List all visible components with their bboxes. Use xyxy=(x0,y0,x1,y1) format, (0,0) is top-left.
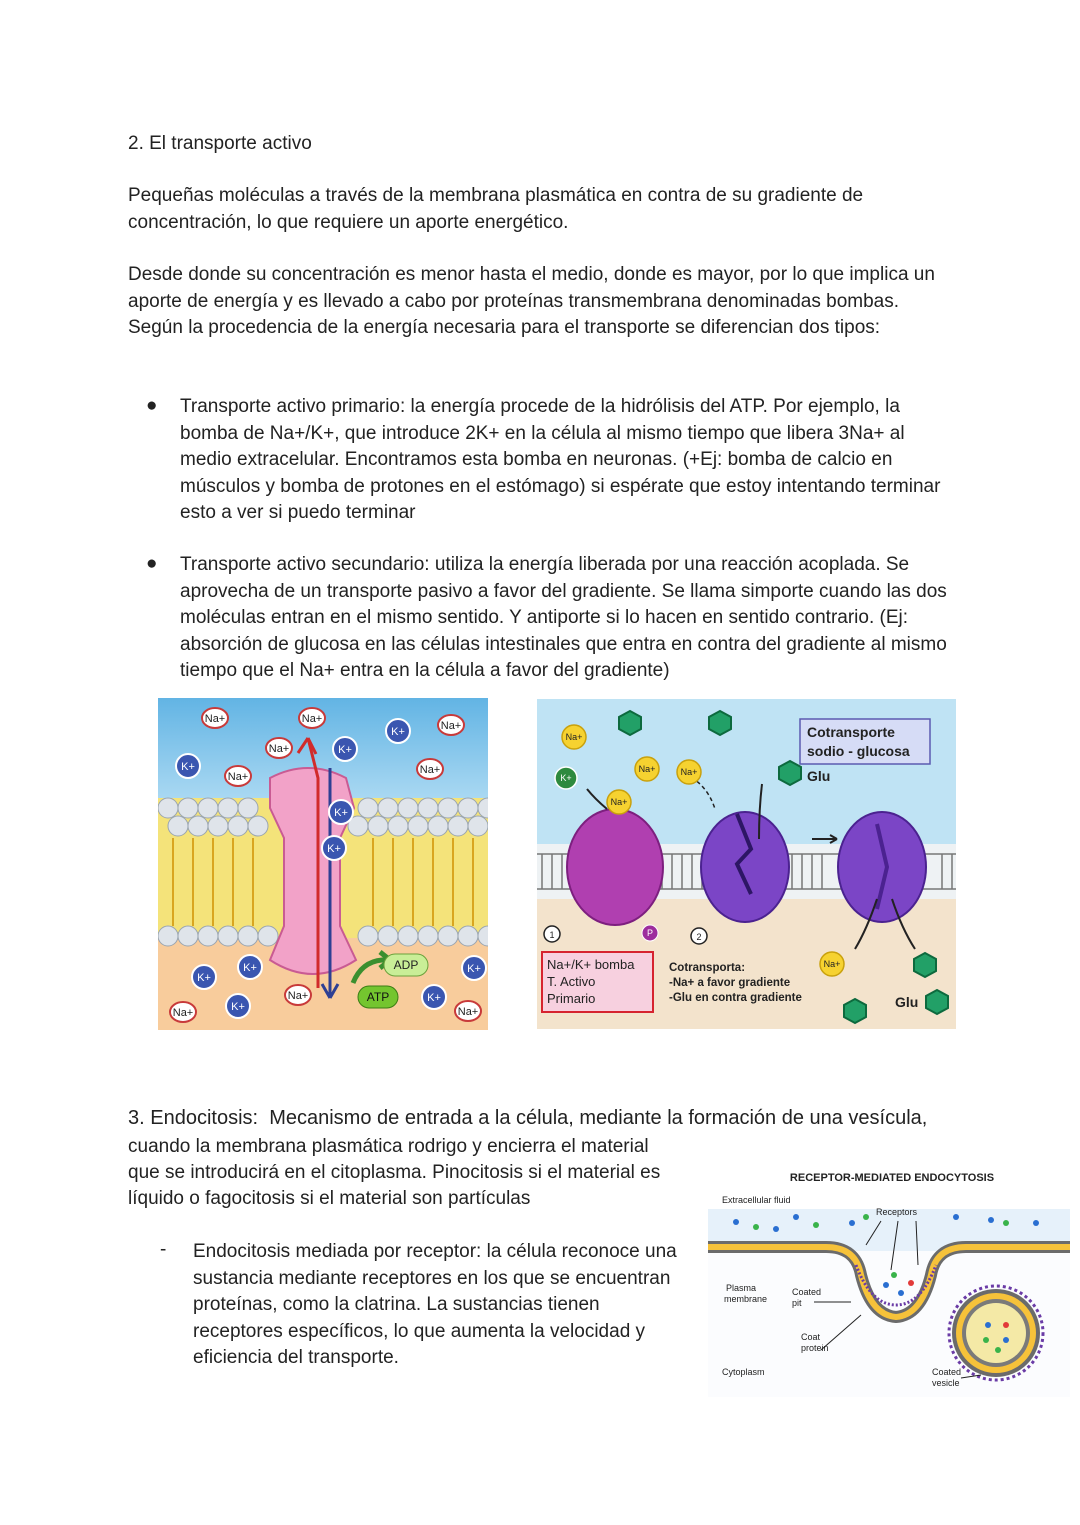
label-plasma-membrane-2: membrane xyxy=(724,1294,768,1304)
section3-line2: cuando la membrana plasmática rodrigo y encierra el material xyxy=(128,1136,649,1157)
ion-label-na: Na+ xyxy=(419,764,441,776)
cotransport-label-3: -Glu en contra gradiente xyxy=(669,992,802,1004)
label-cytoplasm: Cytoplasm xyxy=(722,1367,765,1377)
adp-label: ADP xyxy=(393,958,419,972)
step-number-1: 1 xyxy=(549,930,555,940)
ion-label-na: Na+ xyxy=(227,771,249,783)
ion-label-na: Na+ xyxy=(638,764,656,774)
pump-label-2: T. Activo xyxy=(547,974,596,989)
pump-label-1: Na+/K+ bomba xyxy=(547,957,635,972)
label-coated-vesicle-2: vesicle xyxy=(932,1378,960,1388)
ion-label-k: K+ xyxy=(467,963,481,975)
glu-label-bottom: Glu xyxy=(895,994,919,1010)
section3-line1-text: Mecanismo de entrada a la célula, mediante la formación de una vesícula, xyxy=(269,1107,928,1129)
ion-label-na: Na+ xyxy=(301,713,323,725)
section3-line4: líquido o fagocitosis si el material son partículas xyxy=(128,1188,531,1209)
ion-label-na: Na+ xyxy=(565,732,583,742)
cotransport-label-1: Cotransporta: xyxy=(669,962,746,974)
bullet-secondary: Transporte activo secundario: utiliza la energía liberada por una reacción acoplada. Se aprovecha de un transporte pasivo a favor del gradiente. Se llama simporte cuando las dos moléculas entran en el mismo sentido. Y antiporte si lo hacen en sentido contrario. (Ej: absorción de glucosa en las células intestinales que entra en contra del gradiente al mismo tiempo que el Na+ entra en la célula a favor del gradiente) xyxy=(180,554,947,681)
figure-receptor-endocytosis xyxy=(706,1165,1072,1397)
ion-label-k: K+ xyxy=(338,744,352,756)
ion-label-na: Na+ xyxy=(680,767,698,777)
section3-line3: que se introducirá en el citoplasma. Pinocitosis si el material es xyxy=(128,1162,661,1183)
label-coated-pit-2: pit xyxy=(792,1298,802,1308)
bullet-dash: - xyxy=(160,1239,167,1260)
ion-label-k: K+ xyxy=(391,726,405,738)
figure-cotransport xyxy=(537,699,956,1029)
ion-label-k: K+ xyxy=(181,761,195,773)
section-title-active-transport: 2. El transporte activo xyxy=(128,133,312,154)
ion-label-na: Na+ xyxy=(440,720,462,732)
label-receptors: Receptors xyxy=(876,1207,918,1217)
paragraph-detail: Desde donde su concentración es menor hasta el medio, donde es mayor, por lo que implica un aporte de energía y es llevado a cabo por proteínas transmembrana denominadas bombas. Según la procedencia de la energía necesaria para el transporte se diferencian dos tipos: xyxy=(128,264,935,338)
label-extracellular-fluid: Extracellular fluid xyxy=(722,1195,791,1205)
cotransport-diagram xyxy=(537,699,956,1029)
endocytosis-diagram xyxy=(706,1165,1072,1397)
ion-label-k: K+ xyxy=(334,807,348,819)
glu-label-top: Glu xyxy=(807,768,831,784)
ion-label-na: Na+ xyxy=(268,743,290,755)
ion-label-na: Na+ xyxy=(457,1006,479,1018)
ion-label-na: Na+ xyxy=(287,990,309,1002)
cotransport-label-2: -Na+ a favor gradiente xyxy=(669,977,791,989)
section3-line1 xyxy=(128,1105,968,1132)
label-coat-protein-2: protein xyxy=(801,1343,829,1353)
label-coat-protein-1: Coat xyxy=(801,1332,821,1342)
pump-label-3: Primario xyxy=(547,991,596,1006)
ion-label-k: K+ xyxy=(427,992,441,1004)
atp-label: ATP xyxy=(366,990,390,1004)
ion-label-k: K+ xyxy=(560,773,572,783)
section-title-endocitosis: 3. Endocitosis: xyxy=(128,1107,259,1129)
box-title-cotransporte: Cotransporte xyxy=(807,724,895,740)
label-plasma-membrane-1: Plasma xyxy=(726,1283,757,1293)
paragraph-intro: Pequeñas moléculas a través de la membrana plasmática en contra de su gradiente de concentración, lo que requiere un aporte energético. xyxy=(128,185,864,233)
bullet-receptor-endocytosis: Endocitosis mediada por receptor: la célula reconoce una sustancia mediante receptores en los que se encuentran proteínas, como la clatrina. La sustancias tienen receptores específicos, lo que aumenta la velocidad y eficiencia del transporte. xyxy=(193,1241,677,1368)
box-title-sodio-glucosa: sodio - glucosa xyxy=(807,743,910,759)
phosphate-label: P xyxy=(646,928,654,938)
label-coated-vesicle-1: Coated xyxy=(932,1367,962,1377)
bullet-dot: ● xyxy=(146,395,158,416)
bullet-dot: ● xyxy=(146,553,158,574)
ion-label-k: K+ xyxy=(243,962,257,974)
ion-label-k: K+ xyxy=(197,972,211,984)
figure-na-k-pump xyxy=(158,698,488,1030)
na-k-pump-diagram xyxy=(158,698,488,1030)
bullet-primary: Transporte activo primario: la energía procede de la hidrólisis del ATP. Por ejemplo, la bomba de Na+/K+, que introduce 2K+ en la célula al mismo tiempo que libera 3Na+ al medio extracelular. Encontramos esta bomba en neuronas. (+Ej: bomba de calcio en músculos y bomba de protones en el estómago) si espérate que estoy intentando terminar esto a ver si puedo terminar xyxy=(180,396,941,523)
ion-label-na: Na+ xyxy=(172,1007,194,1019)
ion-label-k: K+ xyxy=(327,843,341,855)
ion-label-na: Na+ xyxy=(823,959,841,969)
ion-label-k: K+ xyxy=(231,1001,245,1013)
step-number-2: 2 xyxy=(696,932,702,942)
endocytosis-title: RECEPTOR-MEDIATED ENDOCYTOSIS xyxy=(789,1172,995,1184)
ion-label-na: Na+ xyxy=(204,713,226,725)
ion-label-na: Na+ xyxy=(610,797,628,807)
label-coated-pit-1: Coated xyxy=(792,1287,822,1297)
